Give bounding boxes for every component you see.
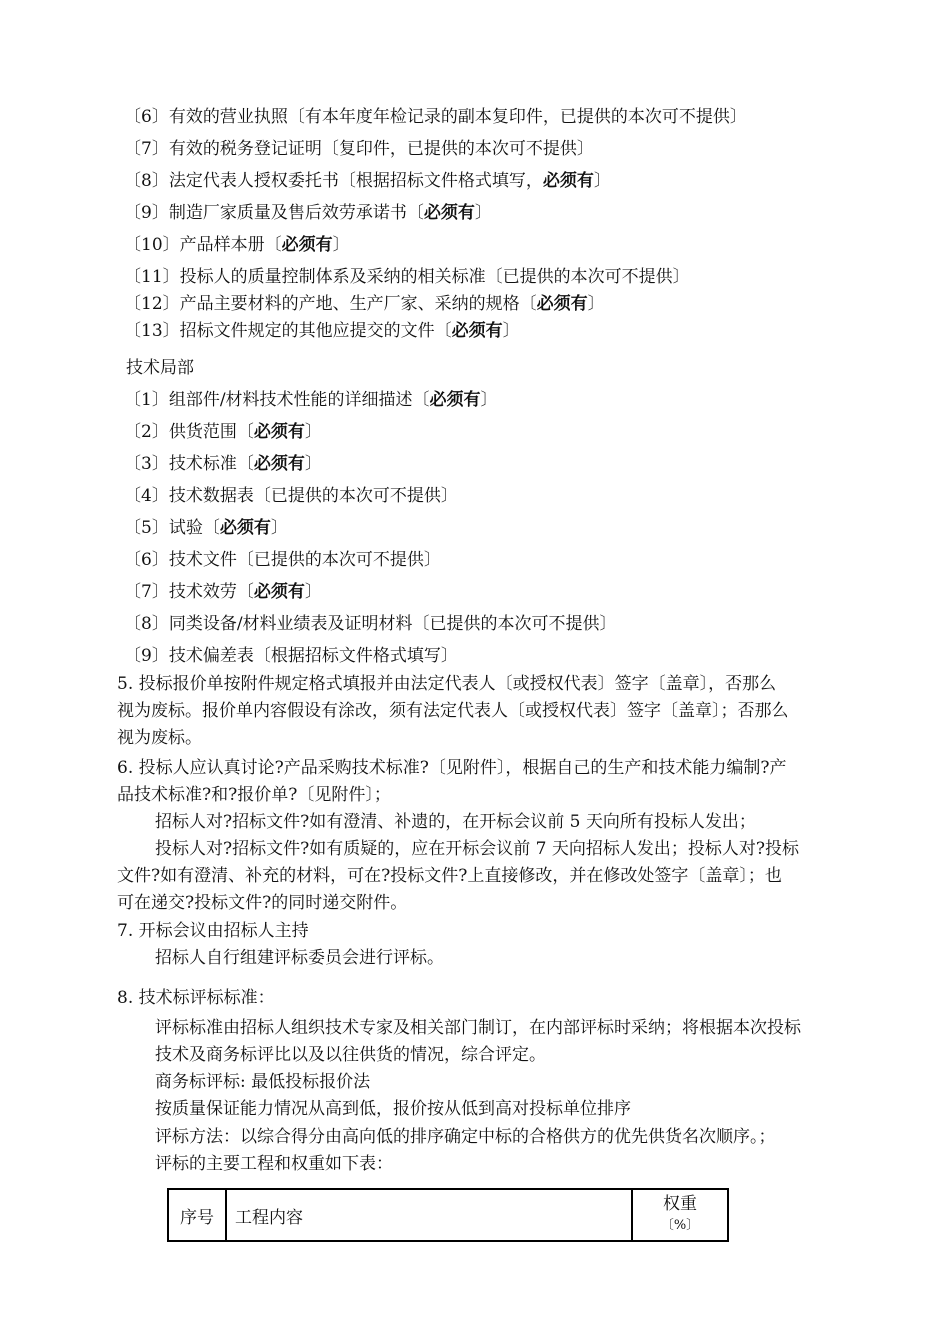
- required-mark: 必须有: [429, 390, 481, 410]
- list-item: [124, 645, 458, 667]
- list-item: [124, 106, 747, 128]
- list-item: [124, 549, 441, 571]
- list-item: [124, 581, 322, 603]
- list-item-text: 〔12〕产品主要材料的产地、生产厂家、采纳的规格〔: [124, 294, 537, 314]
- paragraph-line: 可在递交?投标文件?的同时递交附件。: [117, 893, 408, 913]
- paragraph-line: 5. 投标报价单按附件规定格式填报并由法定代表人〔或授权代表〕签字〔盖章〕，否那么: [117, 674, 777, 694]
- list-item-tail: 〕: [304, 454, 322, 474]
- paragraph-line: 视为废标。: [117, 728, 202, 748]
- paragraph-line: 技术及商务标评比以及以往供货的情况，综合评定。: [155, 1045, 546, 1065]
- list-item: [124, 234, 350, 256]
- paragraph-line: 招标人对?招标文件?如有澄清、补遗的，在开标会议前 5 天向所有投标人发出；: [155, 812, 756, 832]
- list-item-tail: 〕: [304, 422, 322, 442]
- table-header-row: [168, 1189, 728, 1241]
- list-item-text: 〔4〕技术数据表〔已提供的本次可不提供〕: [124, 486, 458, 506]
- paragraph-line: 评标的主要工程和权重如下表：: [155, 1154, 393, 1174]
- list-item: [124, 170, 611, 192]
- list-item-text: 〔7〕有效的税务登记证明〔复印件，已提供的本次可不提供〕: [124, 139, 594, 159]
- required-mark: 必须有: [253, 422, 305, 442]
- paragraph-line: 评标标准由招标人组织技术专家及相关部门制订，在内部评标时采纳；将根据本次投标: [155, 1018, 801, 1038]
- list-item-text: 〔5〕试验〔: [124, 518, 220, 538]
- list-item: [124, 421, 322, 443]
- required-mark: 必须有: [253, 582, 305, 602]
- list-item-tail: 〕: [332, 235, 350, 255]
- required-mark: 必须有: [542, 171, 594, 191]
- paragraph-5: [117, 671, 885, 752]
- list-item-tail: 〕: [474, 203, 492, 223]
- paragraph-line: 6. 投标人应认真讨论?产品采购技术标准?〔见附件〕，根据自己的生产和技术能力编制?产: [117, 758, 787, 778]
- paragraph-line: 投标人对?招标文件?如有质疑的，应在开标会议前 7 天向招标人发出；投标人对?投标: [155, 839, 799, 859]
- list-item-text: 〔8〕法定代表人授权委托书〔根据招标文件格式填写，: [124, 171, 543, 191]
- list-item-text: 〔6〕技术文件〔已提供的本次可不提供〕: [124, 550, 441, 570]
- list-item-text: 〔2〕供货范围〔: [124, 422, 254, 442]
- list-item-text: 〔6〕有效的营业执照〔有本年度年检记录的副本复印件，已提供的本次可不提供〕: [124, 107, 747, 127]
- paragraph-8-title: [117, 985, 885, 1012]
- header-content: 工程内容: [226, 1189, 632, 1241]
- list-item-tail: 〕: [480, 390, 498, 410]
- list-item: [124, 202, 492, 224]
- list-item-text: 〔7〕技术效劳〔: [124, 582, 254, 602]
- required-mark: 必须有: [451, 321, 503, 341]
- required-mark: 必须有: [423, 203, 475, 223]
- list-item: [124, 293, 605, 315]
- list-item: [124, 453, 322, 475]
- list-item-text: 〔9〕技术偏差表〔根据招标文件格式填写〕: [124, 646, 458, 666]
- list-item: [124, 320, 520, 342]
- list-item-text: 〔8〕同类设备/材料业绩表及证明材料〔已提供的本次可不提供〕: [124, 614, 617, 634]
- header-weight-label: 权重: [663, 1194, 697, 1214]
- paragraph-line: 8. 技术标评标标准：: [117, 988, 275, 1008]
- paragraph-line: 评标方法：以综合得分由高向低的排序确定中标的合格供方的优先供货名次顺序。；: [155, 1127, 776, 1147]
- header-weight-unit: 〔%〕: [660, 1218, 700, 1233]
- section-heading: 技术局部: [126, 358, 194, 378]
- list-item-text: 〔9〕制造厂家质量及售后效劳承诺书〔: [124, 203, 424, 223]
- required-mark: 必须有: [536, 294, 588, 314]
- list-item: [124, 517, 288, 539]
- paragraph-line: 视为废标。报价单内容假设有涂改，须有法定代表人〔或授权代表〕签字〔盖章〕；否那么: [117, 701, 789, 721]
- paragraph-line: 品技术标准?和?报价单?〔见附件〕；: [117, 785, 391, 805]
- list-item-text: 〔1〕组部件/材料技术性能的详细描述〔: [124, 390, 430, 410]
- list-item-text: 〔10〕产品样本册〔: [124, 235, 282, 255]
- paragraph-6: [117, 755, 885, 917]
- list-item-tail: 〕: [502, 321, 520, 341]
- paragraph-line: 7. 开标会议由招标人主持: [117, 921, 309, 941]
- header-serial: 序号: [168, 1189, 226, 1241]
- list-item-tail: 〕: [593, 171, 611, 191]
- paragraph-7: [117, 918, 885, 972]
- list-item: [124, 389, 498, 411]
- list-item-text: 〔11〕投标人的质量控制体系及采纳的相关标准〔已提供的本次可不提供〕: [124, 267, 690, 287]
- list-item-text: 〔13〕招标文件规定的其他应提交的文件〔: [124, 321, 452, 341]
- required-mark: 必须有: [253, 454, 305, 474]
- paragraph-line: 招标人自行组建评标委员会进行评标。: [155, 948, 444, 968]
- paragraph-line: 商务标评标: 最低投标报价法: [155, 1072, 371, 1092]
- list-item: [124, 613, 617, 635]
- header-weight: [632, 1189, 728, 1241]
- list-item-tail: 〕: [587, 294, 605, 314]
- required-mark: 必须有: [281, 235, 333, 255]
- list-item-tail: 〕: [270, 518, 288, 538]
- paragraph-line: 按质量保证能力情况从高到低，报价按从低到高对投标单位排序: [155, 1099, 631, 1119]
- list-item: [124, 485, 458, 507]
- list-item: [124, 266, 690, 288]
- paragraph-line: 文件?如有澄清、补充的材料，可在?投标文件?上直接修改，并在修改处签字〔盖章〕；也: [117, 866, 782, 886]
- list-item-tail: 〕: [304, 582, 322, 602]
- list-item: [124, 138, 594, 160]
- list-item-text: 〔3〕技术标准〔: [124, 454, 254, 474]
- weight-table: [167, 1188, 729, 1242]
- required-mark: 必须有: [219, 518, 271, 538]
